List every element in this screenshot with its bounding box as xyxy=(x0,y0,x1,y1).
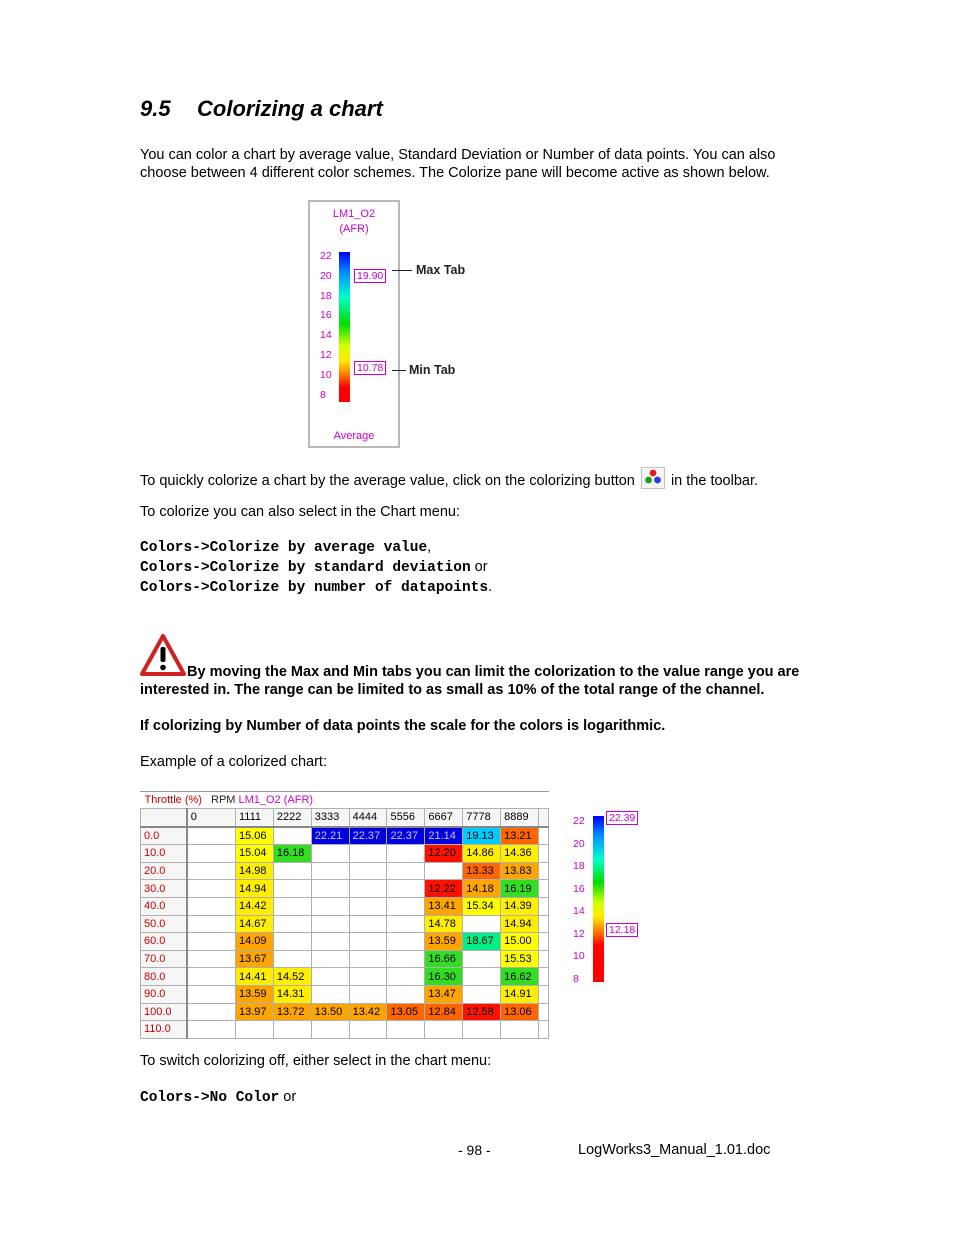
grid-column-header[interactable]: 0 xyxy=(187,809,236,827)
legend2-color-bar xyxy=(593,816,604,982)
grid-cell[interactable]: 12.84 xyxy=(425,1003,463,1021)
table-row xyxy=(141,1003,549,1021)
grid-cell[interactable] xyxy=(463,1021,501,1039)
scale-label: 22 xyxy=(320,250,332,262)
row-axis-label xyxy=(141,792,236,809)
scale-label: 10 xyxy=(573,950,585,962)
grid-cell[interactable] xyxy=(387,880,425,898)
grid-row-header[interactable]: 70.0 xyxy=(141,950,187,968)
grid-cell[interactable] xyxy=(387,1021,425,1039)
scale-label: 8 xyxy=(573,972,579,985)
grid-column-header[interactable]: 5556 xyxy=(387,809,425,827)
grid-column-header-partial xyxy=(538,809,548,827)
grid-cell[interactable]: 13.72 xyxy=(273,1003,311,1021)
min-tab-label: Min Tab xyxy=(409,363,456,377)
grid-cell[interactable]: 14.78 xyxy=(425,915,463,933)
grid-cell[interactable]: 15.04 xyxy=(235,845,273,863)
grid-cell-partial xyxy=(538,968,548,986)
grid-cell[interactable]: 13.50 xyxy=(311,1003,349,1021)
grid-cell[interactable] xyxy=(463,915,501,933)
grid-cell[interactable] xyxy=(187,897,236,915)
grid-cell-partial xyxy=(538,933,548,951)
grid-cell-partial xyxy=(538,845,548,863)
grid-cell[interactable] xyxy=(349,897,387,915)
grid-cell[interactable] xyxy=(349,985,387,1003)
pane-unit: (AFR) xyxy=(339,223,369,235)
no-color-cmd: Colors->No Color xyxy=(140,1090,280,1106)
grid-cell[interactable] xyxy=(311,880,349,898)
grid-cell[interactable] xyxy=(273,1021,311,1039)
section-heading xyxy=(140,96,383,122)
grid-cell[interactable] xyxy=(349,845,387,863)
grid-cell[interactable] xyxy=(387,897,425,915)
section-number: 9.5 xyxy=(140,96,171,121)
grid-cell[interactable] xyxy=(349,862,387,880)
grid-cell[interactable] xyxy=(273,933,311,951)
grid-cell-partial xyxy=(538,897,548,915)
grid-cell[interactable]: 14.09 xyxy=(235,933,273,951)
grid-cell[interactable]: 12.58 xyxy=(463,1003,501,1021)
grid-cell[interactable] xyxy=(311,915,349,933)
grid-cell[interactable]: 14.31 xyxy=(273,985,311,1003)
grid-cell[interactable]: 14.18 xyxy=(463,880,501,898)
grid-column-header[interactable]: 8889 xyxy=(501,809,539,827)
grid-cell-partial xyxy=(538,862,548,880)
menu-suffix: or xyxy=(470,559,488,575)
toolbar-text-before: To quickly colorize a chart by the average value, click on the colorizing button xyxy=(140,473,635,489)
pane-color-bar xyxy=(339,252,350,402)
toolbar-paragraph xyxy=(140,467,820,490)
grid-column-header[interactable]: 4444 xyxy=(349,809,387,827)
scale-label: 12 xyxy=(573,927,585,940)
menu-cmd: Colors->Colorize by number of datapoints xyxy=(140,580,489,596)
max-tab[interactable]: 19.90 xyxy=(354,269,386,283)
grid-cell[interactable]: 22.37 xyxy=(349,827,387,845)
row-axis-text: Throttle (%) xyxy=(144,794,202,806)
grid-cell[interactable] xyxy=(349,915,387,933)
document-name: LogWorks3_Manual_1.01.doc xyxy=(578,1142,771,1158)
grid-row-header[interactable]: 110.0 xyxy=(141,1021,187,1039)
section-title: Colorizing a chart xyxy=(197,96,383,121)
max-tab-leader xyxy=(392,270,412,271)
grid-cell[interactable]: 13.59 xyxy=(235,985,273,1003)
grid-cell[interactable]: 21.14 xyxy=(425,827,463,845)
scale-label: 8 xyxy=(320,388,326,401)
grid-row-header[interactable]: 60.0 xyxy=(141,933,187,951)
grid-cell[interactable] xyxy=(311,968,349,986)
table-row xyxy=(141,827,549,845)
grid-cell[interactable]: 13.47 xyxy=(425,985,463,1003)
min-tab-leader xyxy=(392,370,406,371)
grid-row-header[interactable]: 40.0 xyxy=(141,897,187,915)
grid-header-row xyxy=(141,809,549,827)
scale-label: 20 xyxy=(320,269,332,282)
grid-cell[interactable] xyxy=(311,845,349,863)
grid-cell[interactable]: 14.36 xyxy=(501,845,539,863)
grid-cell[interactable] xyxy=(387,915,425,933)
grid-cell[interactable]: 13.05 xyxy=(387,1003,425,1021)
grid-cell[interactable]: 13.83 xyxy=(501,862,539,880)
scale-label: 10 xyxy=(320,368,332,381)
grid-cell[interactable] xyxy=(311,950,349,968)
grid-cell[interactable]: 14.41 xyxy=(235,968,273,986)
grid-cell[interactable] xyxy=(311,933,349,951)
grid-cell-partial xyxy=(538,915,548,933)
grid-cell[interactable] xyxy=(311,1021,349,1039)
menu-intro: To colorize you can also select in the Chart menu: xyxy=(140,504,460,520)
min-tab[interactable]: 10.78 xyxy=(354,361,386,375)
grid-column-header[interactable]: 1111 xyxy=(235,809,273,827)
menu-cmd: Colors->Colorize by standard deviation xyxy=(140,560,471,576)
grid-cell[interactable] xyxy=(349,968,387,986)
grid-cell[interactable] xyxy=(349,933,387,951)
col-axis-text: RPM xyxy=(211,794,236,806)
grid-row-header[interactable]: 0.0 xyxy=(141,827,187,845)
legend2-max-tab[interactable]: 22.39 xyxy=(606,811,638,825)
grid-cell[interactable] xyxy=(187,845,236,863)
no-color-item xyxy=(140,1088,296,1107)
example-label: Example of a colorized chart: xyxy=(140,754,327,770)
grid-cell[interactable]: 16.30 xyxy=(425,968,463,986)
grid-title-row xyxy=(141,792,549,809)
grid-cell-partial xyxy=(538,827,548,845)
grid-cell[interactable] xyxy=(311,862,349,880)
grid-cell[interactable] xyxy=(273,862,311,880)
grid-cell-partial xyxy=(538,880,548,898)
table-row xyxy=(141,880,549,898)
grid-cell[interactable] xyxy=(187,950,236,968)
grid-row-header[interactable]: 80.0 xyxy=(141,968,187,986)
grid-cell[interactable]: 19.13 xyxy=(463,827,501,845)
grid-cell[interactable]: 14.94 xyxy=(501,915,539,933)
grid-column-header[interactable]: 6667 xyxy=(425,809,463,827)
scale-label: 18 xyxy=(573,860,585,872)
grid-cell[interactable]: 14.52 xyxy=(273,968,311,986)
menu-item-stddev xyxy=(140,558,488,577)
grid-table xyxy=(140,792,549,1039)
grid-cell[interactable] xyxy=(387,862,425,880)
grid-cell[interactable] xyxy=(235,1021,273,1039)
scale-label: 20 xyxy=(573,837,585,850)
legend2-min-tab[interactable]: 12.18 xyxy=(606,923,638,937)
grid-cell[interactable]: 18.67 xyxy=(463,933,501,951)
grid-cell[interactable]: 15.00 xyxy=(501,933,539,951)
grid-cell[interactable] xyxy=(273,880,311,898)
grid-cell[interactable]: 13.33 xyxy=(463,862,501,880)
grid-cell[interactable] xyxy=(387,985,425,1003)
grid-cell[interactable] xyxy=(387,968,425,986)
grid-column-header[interactable]: 7778 xyxy=(463,809,501,827)
table-row xyxy=(141,1021,549,1039)
grid-cell[interactable] xyxy=(349,1021,387,1039)
menu-suffix: , xyxy=(427,539,432,555)
grid-cell[interactable] xyxy=(187,1003,236,1021)
grid-cell[interactable] xyxy=(425,1021,463,1039)
grid-cell[interactable]: 12.20 xyxy=(425,845,463,863)
grid-cell[interactable] xyxy=(387,950,425,968)
grid-cell[interactable] xyxy=(463,968,501,986)
grid-cell[interactable] xyxy=(273,897,311,915)
scale-label: 14 xyxy=(320,329,332,342)
grid-cell[interactable]: 14.42 xyxy=(235,897,273,915)
grid-column-header[interactable]: 3333 xyxy=(311,809,349,827)
grid-cell[interactable] xyxy=(273,915,311,933)
table-row xyxy=(141,862,549,880)
scale-label: 16 xyxy=(573,882,585,895)
grid-cell[interactable]: 13.67 xyxy=(235,950,273,968)
grid-cell[interactable]: 14.98 xyxy=(235,862,273,880)
grid-cell[interactable]: 22.21 xyxy=(311,827,349,845)
grid-cell[interactable]: 14.91 xyxy=(501,985,539,1003)
grid-cell[interactable] xyxy=(349,880,387,898)
scale-label: 12 xyxy=(320,349,332,361)
grid-cell-partial xyxy=(538,1021,548,1039)
grid-cell[interactable] xyxy=(187,968,236,986)
scale-label: 14 xyxy=(573,905,585,917)
menu-cmd: Colors->Colorize by average value xyxy=(140,540,428,556)
grid-cell[interactable]: 16.18 xyxy=(273,845,311,863)
page-number: - 98 - xyxy=(458,1142,491,1158)
warning-paragraph-1: By moving the Max and Min tabs you can limit the colorization to the value range you are interested in. The range can be limited to as small as 10% of the total range of the channel. xyxy=(140,664,800,698)
warning-paragraph-2: If colorizing by Number of data points the scale for the colors is logarithmic. xyxy=(140,718,666,734)
grid-cell[interactable] xyxy=(187,862,236,880)
grid-cell[interactable] xyxy=(463,950,501,968)
chart-color-legend xyxy=(566,806,650,1002)
pane-channel: LM1_O2 xyxy=(332,208,376,220)
grid-cell[interactable]: 22.37 xyxy=(387,827,425,845)
grid-cell-partial xyxy=(538,950,548,968)
grid-cell[interactable]: 14.67 xyxy=(235,915,273,933)
grid-cell[interactable] xyxy=(463,985,501,1003)
pane-mode: Average xyxy=(333,430,375,442)
grid-cell[interactable] xyxy=(273,827,311,845)
grid-cell[interactable]: 13.42 xyxy=(349,1003,387,1021)
colorize-pane xyxy=(308,200,400,448)
grid-cell[interactable]: 13.06 xyxy=(501,1003,539,1021)
grid-cell[interactable] xyxy=(187,880,236,898)
grid-cell[interactable]: 15.34 xyxy=(463,897,501,915)
toolbar-text-after: in the toolbar. xyxy=(670,473,759,489)
table-row xyxy=(141,950,549,968)
table-row xyxy=(141,897,549,915)
off-intro: To switch colorizing off, either select in the chart menu: xyxy=(140,1053,492,1069)
grid-cell[interactable] xyxy=(349,950,387,968)
grid-cell[interactable]: 16.66 xyxy=(425,950,463,968)
scale-label: 18 xyxy=(320,289,332,302)
menu-item-datapoints xyxy=(140,578,492,597)
grid-cell[interactable] xyxy=(187,985,236,1003)
grid-cell[interactable]: 16.62 xyxy=(501,968,539,986)
grid-cell[interactable]: 15.06 xyxy=(235,827,273,845)
grid-cell[interactable]: 12.22 xyxy=(425,880,463,898)
grid-cell[interactable]: 13.41 xyxy=(425,897,463,915)
grid-cell[interactable]: 13.21 xyxy=(501,827,539,845)
grid-cell-partial xyxy=(538,1003,548,1021)
table-row xyxy=(141,985,549,1003)
no-color-suffix: or xyxy=(283,1089,297,1105)
menu-item-average xyxy=(140,538,431,557)
table-row xyxy=(141,915,549,933)
grid-cell[interactable]: 13.97 xyxy=(235,1003,273,1021)
colorize-button-icon[interactable] xyxy=(641,467,665,489)
grid-cell[interactable]: 14.86 xyxy=(463,845,501,863)
grid-channel: LM1_O2 (AFR) xyxy=(235,792,548,809)
grid-cell[interactable]: 15.53 xyxy=(501,950,539,968)
table-row xyxy=(141,845,549,863)
grid-cell[interactable] xyxy=(387,845,425,863)
grid-cell[interactable] xyxy=(311,985,349,1003)
scale-label: 22 xyxy=(573,815,585,827)
grid-row-header[interactable]: 100.0 xyxy=(141,1003,187,1021)
grid-row-header[interactable]: 30.0 xyxy=(141,880,187,898)
grid-cell[interactable]: 13.59 xyxy=(425,933,463,951)
grid-cell[interactable] xyxy=(187,933,236,951)
grid-cell[interactable]: 16.19 xyxy=(501,880,539,898)
grid-corner xyxy=(141,809,187,827)
grid-cell-partial xyxy=(538,985,548,1003)
table-row xyxy=(141,968,549,986)
max-tab-label: Max Tab xyxy=(416,263,466,277)
grid-cell[interactable]: 14.94 xyxy=(235,880,273,898)
grid-row-header[interactable]: 10.0 xyxy=(141,845,187,863)
grid-cell[interactable] xyxy=(273,950,311,968)
menu-suffix: . xyxy=(488,579,493,595)
table-row xyxy=(141,933,549,951)
grid-cell[interactable] xyxy=(425,862,463,880)
grid-cell[interactable] xyxy=(187,1021,236,1039)
grid-cell[interactable] xyxy=(187,827,236,845)
colorized-chart-grid xyxy=(140,791,549,1036)
grid-cell[interactable] xyxy=(501,1021,539,1039)
grid-cell[interactable] xyxy=(187,915,236,933)
intro-paragraph: You can color a chart by average value, Standard Deviation or Number of data points. You can also choose between 4 different color schemes. The Colorize pane will become active as shown below. xyxy=(140,147,776,181)
grid-cell[interactable]: 14.39 xyxy=(501,897,539,915)
grid-column-header[interactable]: 2222 xyxy=(273,809,311,827)
grid-row-header[interactable]: 50.0 xyxy=(141,915,187,933)
grid-row-header[interactable]: 90.0 xyxy=(141,985,187,1003)
grid-cell[interactable] xyxy=(387,933,425,951)
grid-row-header[interactable]: 20.0 xyxy=(141,862,187,880)
scale-label: 16 xyxy=(320,309,332,322)
grid-cell[interactable] xyxy=(311,897,349,915)
